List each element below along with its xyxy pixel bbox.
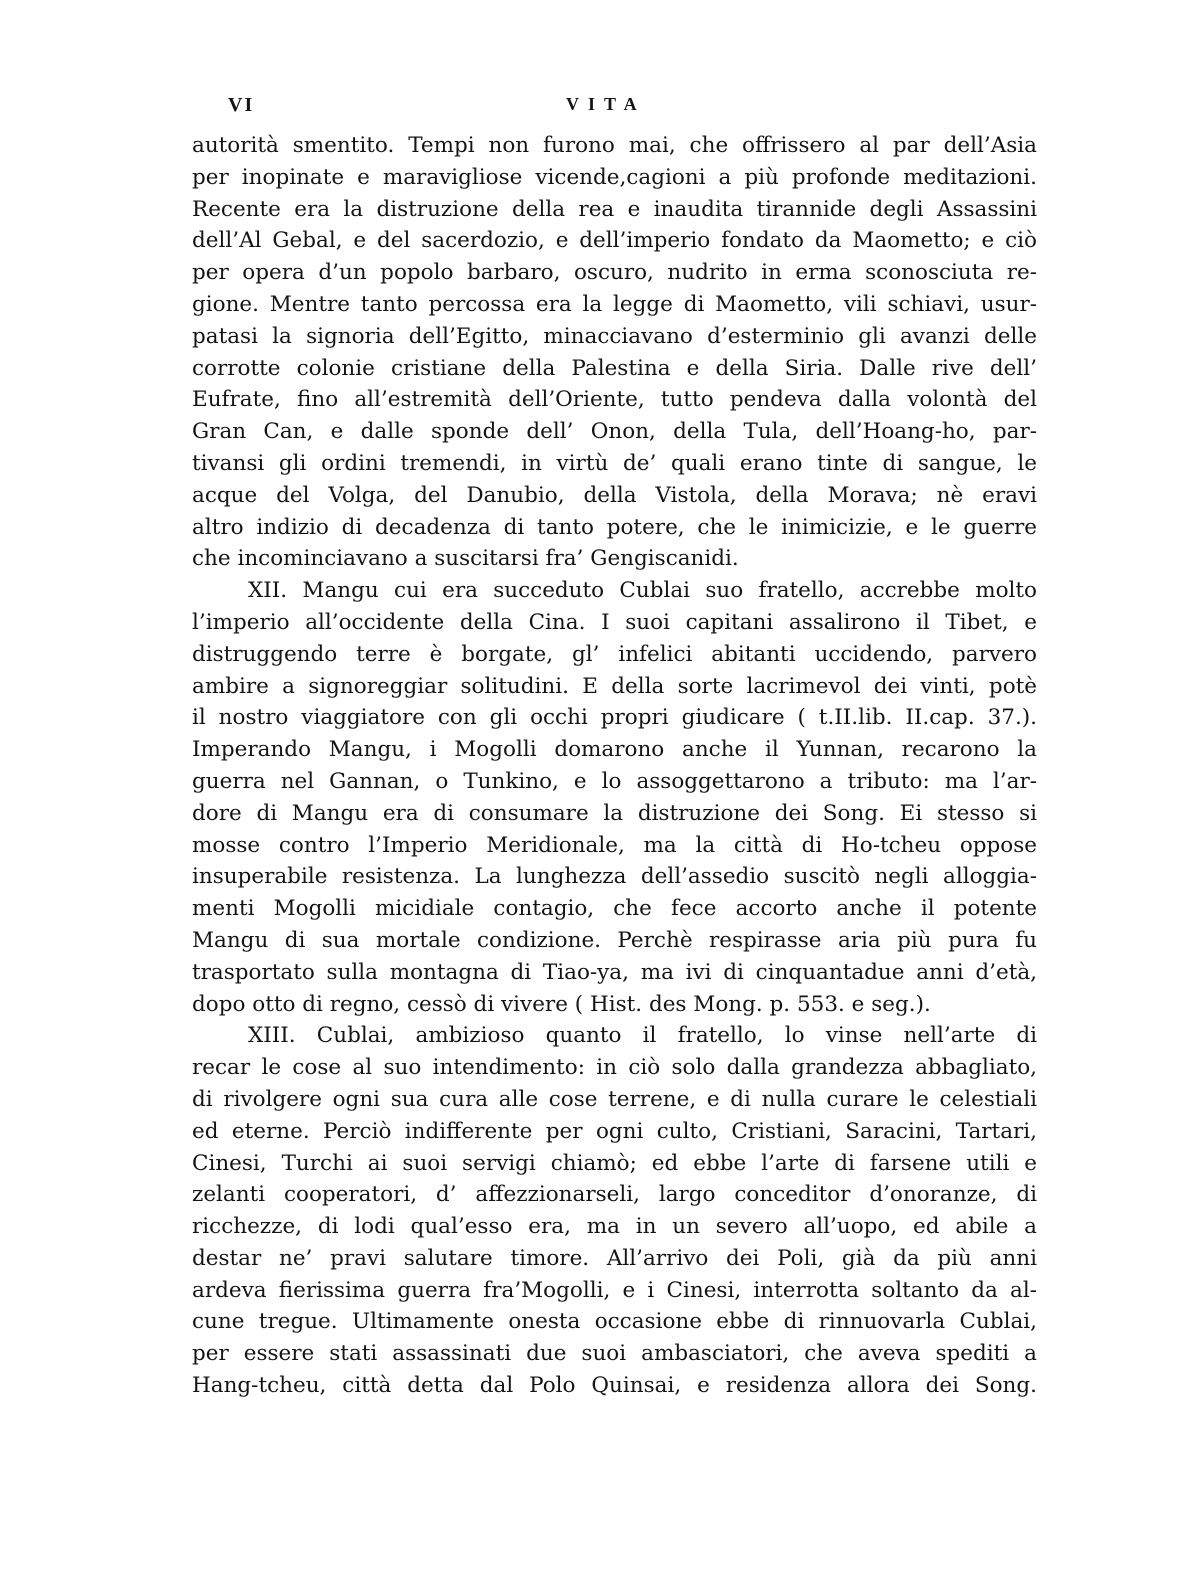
- text-line: per essere stati assassinati due suoi ambasciatori, che aveva spediti a: [192, 1341, 1037, 1367]
- text-line: corrotte colonie cristiane della Palestina e della Siria. Dalle rive dell’: [192, 355, 1037, 381]
- text-line: guerra nel Gannan, o Tunkino, e lo assoggettarono a tributo: ma l’ar-: [192, 768, 1037, 794]
- text-line: Gran Can, e dalle sponde dell’ Onon, della Tula, dell’Hoang-ho, par-: [192, 419, 1037, 445]
- text-line: insuperabile resistenza. La lunghezza dell’assedio suscitò negli alloggia-: [192, 864, 1037, 890]
- page-number: VI: [228, 94, 255, 116]
- text-line: per inopinate e maravigliose vicende,cagioni a più profonde meditazioni.: [192, 164, 1037, 190]
- text-line: l’imperio all’occidente della Cina. I suoi capitani assalirono il Tibet, e: [192, 609, 1037, 635]
- text-line: dore di Mangu era di consumare la distruzione dei Song. Ei stesso si: [192, 800, 1037, 826]
- text-line: recar le cose al suo intendimento: in ciò solo dalla grandezza abbagliato,: [192, 1055, 1037, 1081]
- text-line: menti Mogolli micidiale contagio, che fece accorto anche il potente: [192, 896, 1037, 922]
- paragraph-xii-start: XII. Mangu cui era succeduto Cublai suo fratello, accrebbe molto: [248, 578, 1037, 604]
- text-line: dopo otto di regno, cessò di vivere ( Hist. des Mong. p. 553. e seg.).: [192, 991, 931, 1017]
- text-line: patasi la signoria dell’Egitto, minacciavano d’esterminio gli avanzi delle: [192, 323, 1037, 349]
- text-line: trasportato sulla montagna di Tiao-ya, ma ivi di cinquantadue anni d’età,: [192, 959, 1037, 985]
- text-line: ambire a signoreggiar solitudini. E della sorte lacrimevol dei vinti, potè: [192, 673, 1037, 699]
- text-line: tivansi gli ordini tremendi, in virtù de’ quali erano tinte di sangue, le: [192, 450, 1037, 476]
- text-line: zelanti cooperatori, d’ affezzionarseli, largo conceditor d’onoranze, di: [192, 1182, 1037, 1208]
- body-text: [192, 130, 1037, 1402]
- text-line: Mangu di sua mortale condizione. Perchè respirasse aria più pura fu: [192, 927, 1037, 953]
- text-line: dell’Al Gebal, e del sacerdozio, e dell’imperio fondato da Maometto; e ciò: [192, 228, 1037, 254]
- text-line: ricchezze, di lodi qual’esso era, ma in un severo all’uopo, ed abile a: [192, 1214, 1037, 1240]
- text-line: mosse contro l’Imperio Meridionale, ma la città di Ho-tcheu oppose: [192, 832, 1037, 858]
- text-line: Eufrate, fino all’estremità dell’Oriente, tutto pendeva dalla volontà del: [192, 387, 1037, 413]
- text-line: che incominciavano a suscitarsi fra’ Gengiscanidi.: [192, 546, 739, 572]
- text-line: il nostro viaggiatore con gli occhi propri giudicare ( t.II.lib. II.cap. 37.).: [192, 705, 1037, 731]
- text-line: altro indizio di decadenza di tanto potere, che le inimicizie, e le guerre: [192, 514, 1037, 540]
- page-header: [196, 94, 1036, 120]
- text-line: cune tregue. Ultimamente onesta occasione ebbe di rinnuovarla Cublai,: [192, 1309, 1037, 1335]
- text-line: destar ne’ pravi salutare timore. All’arrivo dei Poli, già da più anni: [192, 1245, 1037, 1271]
- paragraph-xiii-start: XIII. Cublai, ambizioso quanto il fratello, lo vinse nell’arte di: [248, 1023, 1037, 1049]
- text-line: ed eterne. Perciò indifferente per ogni culto, Cristiani, Saracini, Tartari,: [192, 1118, 1037, 1144]
- text-line: di rivolgere ogni sua cura alle cose terrene, e di nulla curare le celestiali: [192, 1086, 1037, 1112]
- text-line: per opera d’un popolo barbaro, oscuro, nudrito in erma sconosciuta re-: [192, 260, 1037, 286]
- running-head: VITA: [566, 94, 646, 114]
- text-line: ardeva fierissima guerra fra’Mogolli, e i Cinesi, interrotta soltanto da al-: [192, 1277, 1037, 1303]
- text-line: acque del Volga, del Danubio, della Vistola, della Morava; nè eravi: [192, 482, 1037, 508]
- text-line: Imperando Mangu, i Mogolli domarono anche il Yunnan, recarono la: [192, 737, 1037, 763]
- text-line: distruggendo terre è borgate, gl’ infelici abitanti uccidendo, parvero: [192, 641, 1037, 667]
- text-line: autorità smentito. Tempi non furono mai, che offrissero al par dell’Asia: [192, 133, 1037, 158]
- text-line: Recente era la distruzione della rea e inaudita tirannide degli Assassini: [192, 196, 1037, 222]
- text-line: Hang-tcheu, città detta dal Polo Quinsai, e residenza allora dei Song.: [192, 1373, 1037, 1399]
- text-line: gione. Mentre tanto percossa era la legge di Maometto, vili schiavi, usur-: [192, 291, 1037, 317]
- text-line: Cinesi, Turchi ai suoi servigi chiamò; ed ebbe l’arte di farsene utili e: [192, 1150, 1037, 1176]
